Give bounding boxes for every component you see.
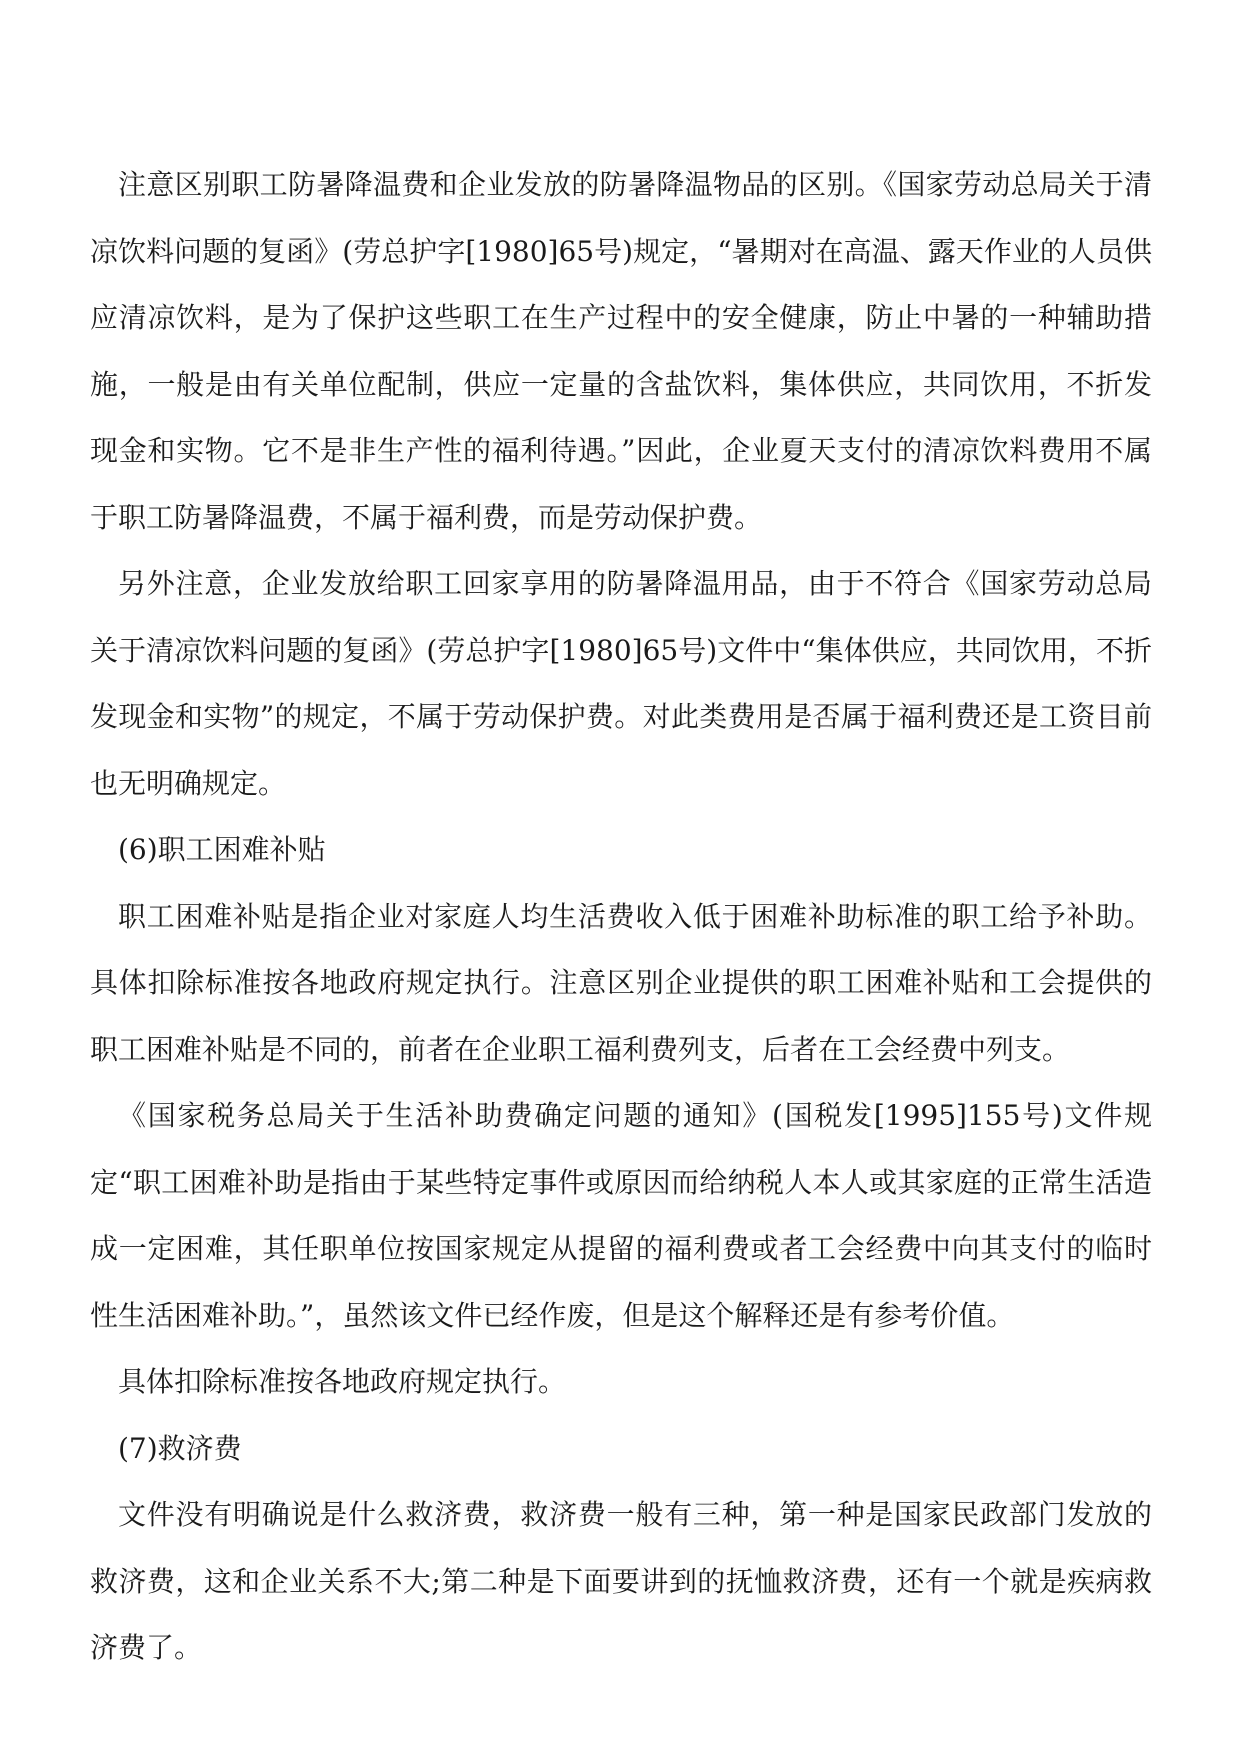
paragraph-deduction-standard: 具体扣除标准按各地政府规定执行。	[118, 1365, 567, 1398]
paragraph-cooling-goods-note: 另外注意，企业发放给职工回家享用的防暑降温用品，由于不符合《国家劳动总局关于清凉饮料问题的复函》(劳总护字[1980]65号)文件中“集体供应，共同饮用，不折发现金和实物”的规定，不属于劳动保护费。对此类费用是否属于福利费还是工资目前也无明确规定。	[90, 567, 1152, 800]
paragraph-relief-fee-types: 文件没有明确说是什么救济费，救济费一般有三种，第一种是国家民政部门发放的救济费，这和企业关系不大;第二种是下面要讲到的抚恤救济费，还有一个就是疾病救济费了。	[90, 1498, 1152, 1664]
document-body	[90, 152, 1152, 1682]
paragraph-hardship-subsidy-definition: 职工困难补贴是指企业对家庭人均生活费收入低于困难补助标准的职工给予补助。具体扣除标准按各地政府规定执行。注意区别企业提供的职工困难补贴和工会提供的职工困难补贴是不同的，前者在企业职工福利费列支，后者在工会经费中列支。	[90, 899, 1152, 1066]
section-heading-relief-fee: (7)救济费	[118, 1431, 242, 1465]
paragraph-tax-notice-quote: 《国家税务总局关于生活补助费确定问题的通知》(国税发[1995]155号)文件规定“职工困难补助是指由于某些特定事件或原因而给纳税人本人或其家庭的正常生活造成一定困难，其任职单位按国家规定从提留的福利费或者工会经费中向其支付的临时性生活困难补助。”，虽然该文件已经作废，但是这个解释还是有参考价值。	[90, 1099, 1152, 1332]
section-heading-hardship-subsidy: (6)职工困难补贴	[118, 833, 326, 866]
paragraph-cooling-fee-distinction: 注意区别职工防暑降温费和企业发放的防暑降温物品的区别。《国家劳动总局关于清凉饮料问题的复函》(劳总护字[1980]65号)规定，“暑期对在高温、露天作业的人员供应清凉饮料，是为了保护这些职工在生产过程中的安全健康，防止中暑的一种辅助措施，一般是由有关单位配制，供应一定量的含盐饮料，集体供应，共同饮用，不折发现金和实物。它不是非生产性的福利待遇。”因此，企业夏天支付的清凉饮料费用不属于职工防暑降温费，不属于福利费，而是劳动保护费。	[90, 168, 1152, 534]
